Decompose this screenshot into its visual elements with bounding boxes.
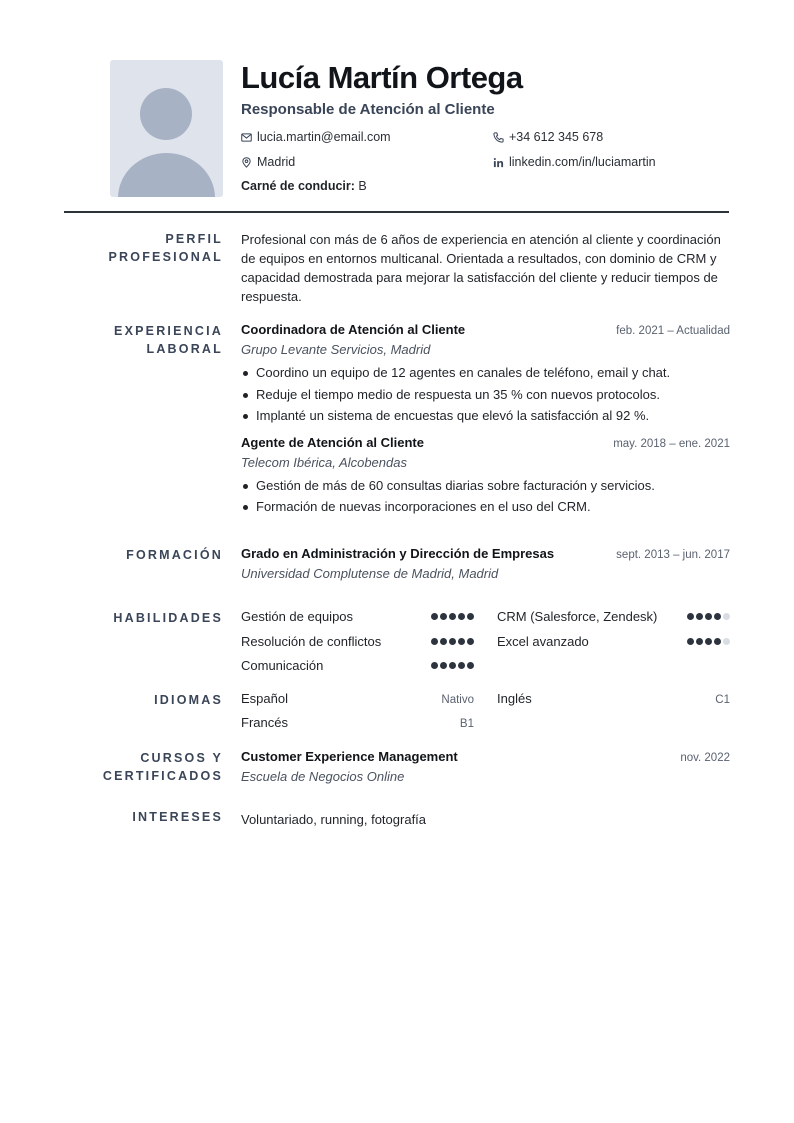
skill-name: Gestión de equipos (241, 609, 354, 624)
license-label: Carné de conducir: (241, 179, 355, 193)
degree-institution: Universidad Complutense de Madrid, Madrid (241, 566, 499, 581)
skill-dot (449, 638, 456, 645)
phone-icon (493, 132, 504, 143)
list-item: Implanté un sistema de encuestas que elevó la satisfacción al 92 %. (241, 405, 730, 427)
section-title: HABILIDADES (113, 611, 223, 625)
language-name: Inglés (497, 691, 532, 706)
section-courses (64, 749, 730, 793)
language-name: Francés (241, 715, 288, 730)
job-title: Agente de Atención al Cliente (241, 434, 424, 450)
license-value: B (358, 179, 367, 193)
resume-header (110, 60, 730, 200)
job-title: Coordinadora de Atención al Cliente (241, 322, 466, 337)
language-item (241, 691, 474, 706)
skill-dot (431, 638, 438, 645)
skill-name: Comunicación (241, 658, 324, 673)
skill-level-dots (431, 613, 474, 620)
skill-dot (440, 662, 447, 669)
section-experience (64, 322, 730, 532)
skill-level-dots (431, 638, 474, 645)
avatar (110, 60, 223, 197)
skill-dot (687, 613, 694, 620)
course-date: nov. 2022 (680, 752, 730, 764)
skill-item (241, 634, 474, 649)
skill-dot (458, 613, 465, 620)
skill-dot (449, 662, 456, 669)
driving-license (241, 179, 367, 193)
candidate-name: Lucía Martín Ortega (241, 60, 523, 95)
skill-level-dots (687, 613, 730, 620)
job-company: Telecom Ibérica, Alcobendas (241, 454, 407, 470)
section-title: INTERESES (132, 810, 223, 824)
course-provider: Escuela de Negocios Online (241, 769, 405, 784)
contact-phone[interactable] (493, 130, 603, 144)
job-entry (241, 435, 730, 518)
job-entry (241, 322, 730, 427)
skills-grid (241, 609, 730, 679)
skill-dot (467, 638, 474, 645)
skill-dot (467, 613, 474, 620)
language-level: Nativo (441, 694, 474, 706)
contact-email[interactable] (241, 130, 391, 144)
skill-dot (431, 613, 438, 620)
skill-dot (705, 638, 712, 645)
skill-name: Resolución de conflictos (241, 634, 382, 649)
avatar-body (118, 153, 215, 197)
section-title-line: LABORAL (146, 342, 223, 356)
linkedin-text: linkedin.com/in/luciamartin (509, 155, 656, 169)
language-item (241, 715, 474, 730)
skill-dot (705, 613, 712, 620)
language-item (497, 691, 730, 706)
section-skills (64, 609, 730, 679)
interests-text: Voluntariado, running, fotografía (241, 812, 427, 827)
email-text: lucia.martin@email.com (257, 130, 391, 144)
degree-title: Grado en Administración y Dirección de Empresas (241, 546, 555, 561)
section-title (64, 322, 223, 358)
section-languages (64, 691, 730, 737)
section-interests (64, 808, 730, 832)
job-bullets (241, 475, 730, 518)
list-item: Gestión de más de 60 consultas diarias sobre facturación y servicios. (241, 475, 730, 497)
job-date: may. 2018 – ene. 2021 (613, 437, 730, 450)
candidate-role: Responsable de Atención al Cliente (241, 101, 495, 118)
skill-name: CRM (Salesforce, Zendesk) (497, 609, 658, 624)
skill-dot (458, 638, 465, 645)
section-title (64, 749, 223, 785)
job-company: Grupo Levante Servicios, Madrid (241, 342, 431, 357)
contact-linkedin[interactable] (493, 155, 656, 169)
language-level: B1 (459, 718, 474, 730)
linkedin-icon (493, 157, 504, 168)
list-item: Coordino un equipo de 12 agentes en canales de teléfono, email y chat. (241, 362, 730, 384)
skill-dot (440, 638, 447, 645)
skill-item (241, 609, 474, 624)
profile-summary: Profesional con más de 6 años de experiencia en atención al cliente y coordinación de equipos en entornos multicanal. Orientada a resultados, con dominio de CRM y capacidad demostrada para mejorar la satisfacción del cliente y reducir tiempos de respuesta. (241, 232, 721, 304)
skill-dot (449, 613, 456, 620)
skill-dot (723, 638, 730, 645)
phone-text: +34 612 345 678 (509, 130, 604, 144)
location-pin-icon (241, 157, 252, 168)
section-title: FORMACIÓN (126, 548, 223, 562)
skill-dot (440, 613, 447, 620)
skill-name: Excel avanzado (497, 634, 589, 649)
skill-dot (696, 613, 703, 620)
section-title (64, 230, 223, 266)
avatar-head (140, 88, 192, 140)
skill-item (241, 658, 474, 673)
section-title-line: CERTIFICADOS (102, 769, 223, 783)
section-education (64, 546, 730, 590)
skill-dot (714, 613, 721, 620)
skill-dot (467, 662, 474, 669)
header-divider (64, 211, 729, 213)
language-level: C1 (715, 694, 730, 706)
skill-dot (458, 662, 465, 669)
location-text: Madrid (257, 155, 296, 169)
skill-dot (687, 638, 694, 645)
skill-dot (431, 662, 438, 669)
skill-dot (714, 638, 721, 645)
section-title: IDIOMAS (154, 693, 223, 707)
section-title-line: PROFESIONAL (108, 250, 223, 264)
skill-dot (696, 638, 703, 645)
list-item: Formación de nuevas incorporaciones en el uso del CRM. (241, 496, 730, 518)
mail-icon (241, 132, 252, 143)
contact-location (241, 155, 295, 169)
section-title-line: CURSOS Y (140, 751, 223, 765)
language-name: Español (241, 691, 288, 706)
skill-level-dots (687, 638, 730, 645)
section-title-line: EXPERIENCIA (114, 324, 223, 338)
section-title-line: PERFIL (165, 232, 223, 246)
degree-date: sept. 2013 – jun. 2017 (616, 549, 730, 561)
skill-item (497, 609, 730, 624)
skill-level-dots (431, 662, 474, 669)
skill-dot (723, 613, 730, 620)
job-date: feb. 2021 – Actualidad (616, 325, 730, 337)
course-title: Customer Experience Management (241, 749, 458, 764)
list-item: Reduje el tiempo medio de respuesta un 35 % con nuevos protocolos. (241, 384, 730, 406)
section-profile (64, 230, 730, 310)
job-bullets (241, 362, 730, 427)
skill-item (497, 634, 730, 649)
